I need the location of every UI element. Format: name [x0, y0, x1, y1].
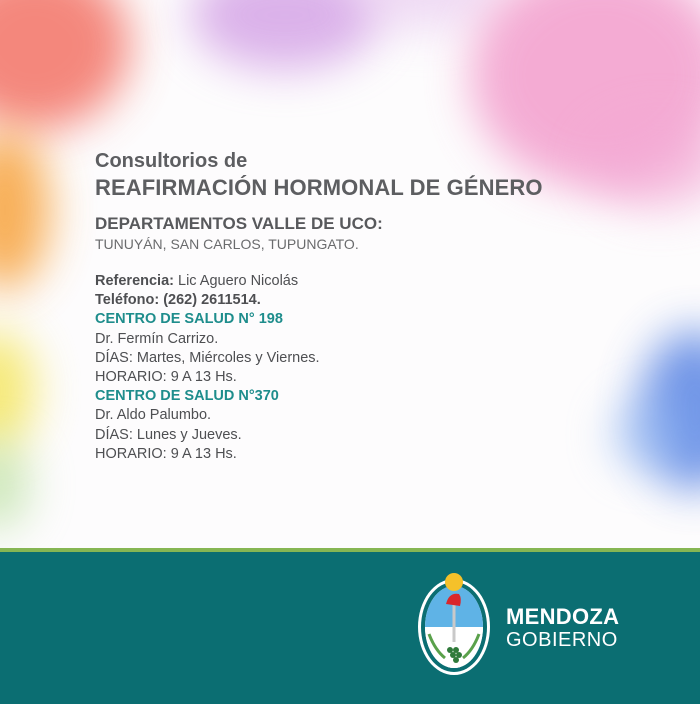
center-2-doctor: Dr. Aldo Palumbo. [95, 407, 212, 424]
center-2-name: CENTRO DE SALUD N°370 [95, 388, 279, 405]
heading-line2: REAFIRMACIÓN HORMONAL DE GÉNERO [95, 175, 543, 200]
center-1-hours: HORARIO: 9 A 13 Hs. [95, 369, 237, 386]
watercolor-splash-yellow [0, 330, 35, 450]
reference-label: Referencia: [95, 273, 174, 289]
department-cities: TUNUYÁN, SAN CARLOS, TUPUNGATO. [95, 236, 359, 252]
phone-value: (262) 2611514. [163, 292, 261, 309]
contact-details [95, 272, 615, 464]
watercolor-splash-orange [0, 130, 50, 290]
reference-value: Lic Aguero Nicolás [178, 273, 299, 289]
brand-name-line2: GOBIERNO [506, 629, 618, 651]
phone-line [95, 291, 615, 310]
center-1-doctor: Dr. Fermín Carrizo. [95, 330, 219, 347]
reference-line [95, 272, 615, 291]
center-2-days: DÍAS: Lunes y Jueves. [95, 426, 242, 443]
center-1-name: CENTRO DE SALUD N° 198 [95, 311, 283, 328]
watercolor-splash-red [0, 0, 130, 130]
info-panel [95, 148, 615, 464]
center-1-days: DÍAS: Martes, Miércoles y Viernes. [95, 349, 320, 366]
brand-name-line1: MENDOZA [506, 604, 620, 629]
watercolor-splash-blue-light [610, 400, 690, 470]
watercolor-splash-violet [190, 0, 380, 70]
heading-line1: Consultorios de [95, 150, 248, 172]
center-2-hours: HORARIO: 9 A 13 Hs. [95, 445, 237, 462]
department-title: DEPARTAMENTOS VALLE DE UCO: [95, 214, 383, 233]
phone-label: Teléfono: [95, 292, 160, 309]
mendoza-coat-of-arms-icon [415, 570, 493, 678]
watercolor-splash-green [0, 440, 30, 530]
